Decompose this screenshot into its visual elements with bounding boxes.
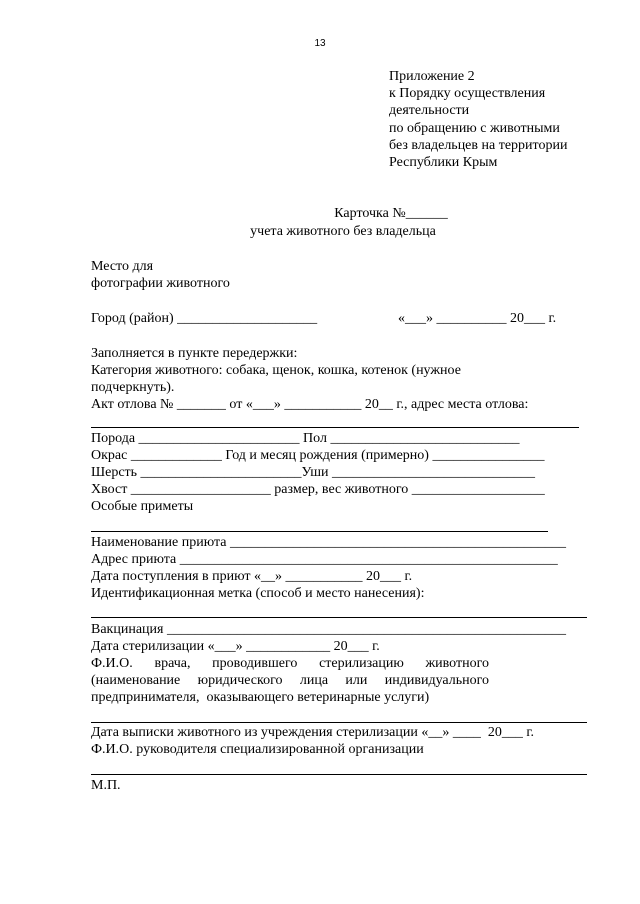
intro-line: Заполняется в пункте передержки:	[91, 346, 298, 361]
fur-line: Шерсть _______________________Уши _____________________________	[91, 465, 536, 480]
city-field: Город (район) ____________________	[91, 311, 318, 326]
blank-rule	[91, 427, 579, 428]
sterilization-date-line: Дата стерилизации «___» ____________ 20___ г.	[91, 639, 380, 654]
appendix-line: деятельности	[389, 103, 470, 119]
page-number: 13	[314, 38, 326, 49]
blank-rule	[91, 531, 548, 532]
vaccination-line: Вакцинация _________________________________________________________	[91, 622, 566, 637]
blank-rule	[91, 617, 587, 618]
shelter-date-line: Дата поступления в приют «__» ___________ 20___ г.	[91, 569, 413, 584]
vet-org-line: (наименование юридического лица или индивидуального	[91, 673, 489, 688]
blank-rule	[91, 722, 587, 723]
release-date-line: Дата выписки животного из учреждения стерилизации «__» ____ 20___ г.	[91, 725, 535, 740]
card-title-subtitle: учета животного без владельца	[250, 224, 436, 239]
special-marks-line: Особые приметы	[91, 499, 194, 514]
blank-rule	[91, 774, 587, 775]
shelter-name-line: Наименование приюта ________________________________________________	[91, 535, 566, 550]
photo-placeholder-label: фотографии животного	[91, 276, 230, 291]
manager-name-line: Ф.И.О. руководителя специализированной организации	[91, 742, 424, 757]
shelter-address-line: Адрес приюта ______________________________________________________	[91, 552, 558, 567]
card-title-number: Карточка №______	[334, 206, 448, 221]
id-tag-line: Идентификационная метка (способ и место нанесения):	[91, 586, 425, 601]
photo-placeholder-label: Место для	[91, 259, 154, 274]
category-line: Категория животного: собака, щенок, кошка, котенок (нужное	[91, 363, 461, 378]
category-line: подчеркнуть).	[91, 380, 175, 395]
tail-line: Хвост ____________________ размер, вес животного ___________________	[91, 482, 545, 497]
date-field: «___» __________ 20___ г.	[398, 311, 557, 326]
breed-line: Порода _______________________ Пол ___________________________	[91, 431, 520, 446]
appendix-line: к Порядку осуществления	[389, 86, 546, 102]
capture-act-line: Акт отлова № _______ от «___» ___________ 20__ г., адрес места отлова:	[91, 397, 529, 412]
appendix-line: без владельцев на территории	[389, 137, 568, 153]
appendix-line: Республики Крым	[389, 155, 498, 171]
appendix-line: Приложение 2	[389, 69, 475, 84]
vet-name-line: Ф.И.О. врача, проводившего стерилизацию животного	[91, 656, 489, 671]
stamp-place: М.П.	[91, 778, 121, 793]
card-title	[0, 205, 640, 241]
appendix-line: по обращению с животными	[389, 120, 560, 136]
color-line: Окрас _____________ Год и месяц рождения (примерно) ________________	[91, 448, 545, 463]
vet-org-line: предпринимателя, оказывающего ветеринарные услуги)	[91, 690, 430, 705]
appendix-block	[389, 68, 629, 171]
